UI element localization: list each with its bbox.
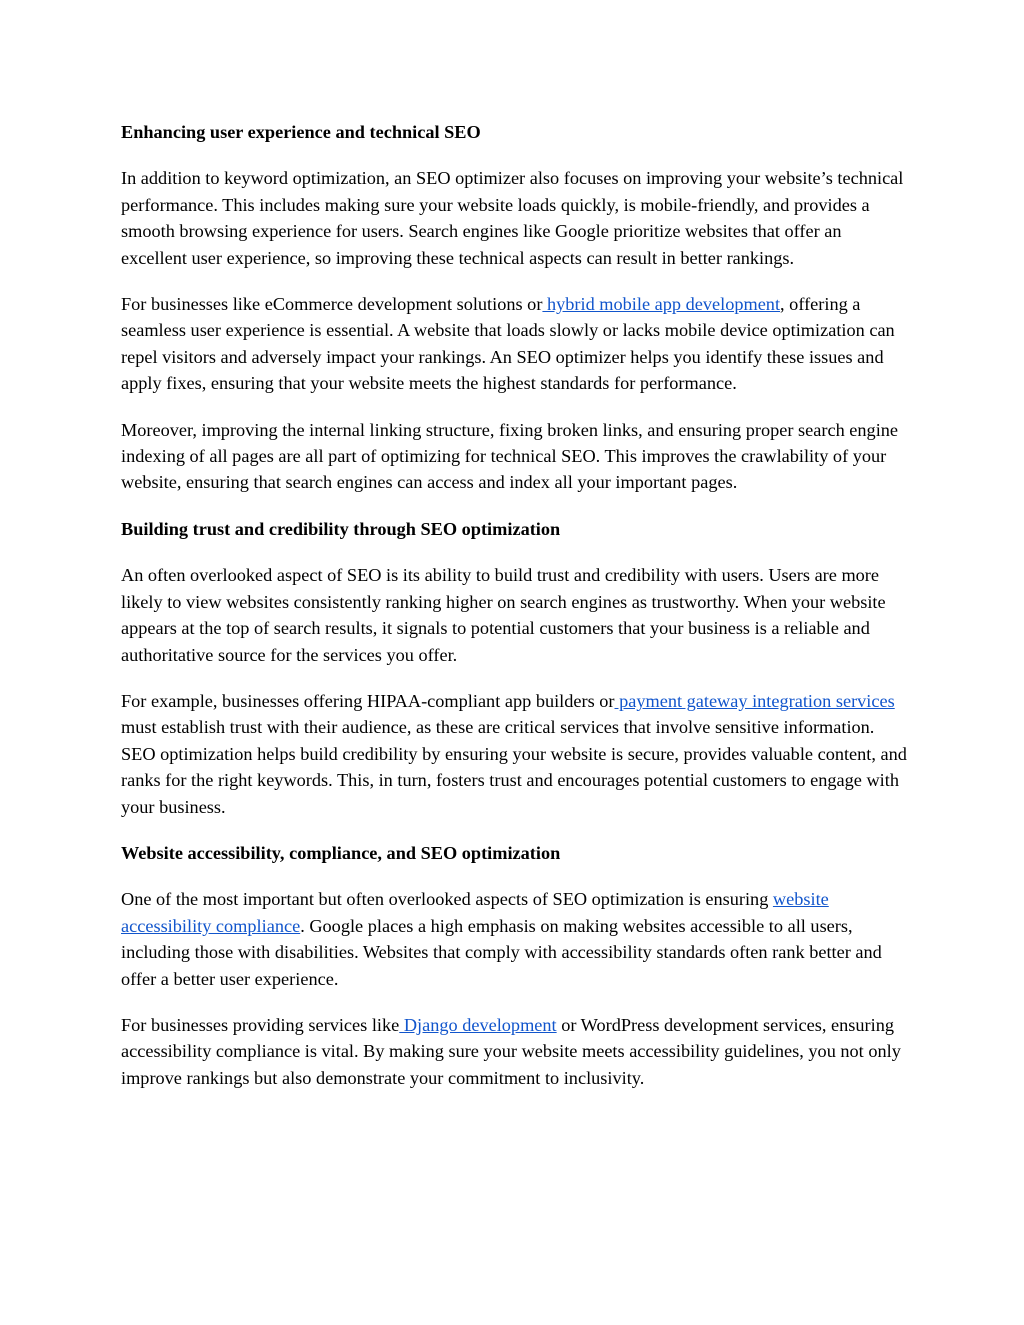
paragraph-text: , offering a seamless user experience is essential. A website that loads slowly or lacks mobile device optimization can repel visitors and adversely impact your rankings. An SEO optimizer helps you identify these issues and apply fixes, ensuring that your website meets the highest standards for performance. [121, 294, 895, 394]
section-heading-accessibility-compliance: Website accessibility, compliance, and SEO optimization [121, 842, 561, 863]
paragraph-accessibility [121, 886, 911, 992]
paragraph-text: One of the most important but often overlooked aspects of SEO optimization is ensuring [121, 889, 773, 910]
link-website-accessibility-compliance[interactable]: website accessibility compliance [121, 889, 829, 936]
paragraph-text: For businesses like eCommerce development solutions or [121, 294, 543, 315]
paragraph-ecommerce-ux [121, 291, 911, 397]
section-heading-ux-technical-seo: Enhancing user experience and technical SEO [121, 122, 481, 142]
paragraph-hipaa-payment [121, 688, 911, 820]
section-heading-trust-credibility: Building trust and credibility through SEO optimization [121, 518, 561, 539]
paragraph-technical-performance: In addition to keyword optimization, an SEO optimizer also focuses on improving your website’s technical performance. This includes making sure your website loads quickly, is mobile-friendly, and provides a smooth browsing experience for users. Search engines like Google prioritize websites that offer an excellent user experience, so improving these technical aspects can result in better rankings. [121, 168, 904, 268]
paragraph-trust: An often overlooked aspect of SEO is its ability to build trust and credibility with users. Users are more likely to view websites consistently ranking higher on search engines as trustworthy. When your website appears at the top of search results, it signals to potential customers that your business is a reliable and authoritative source for the services you offer. [121, 565, 886, 665]
paragraph-text: must establish trust with their audience, as these are critical services that involve sensitive information. SEO optimization helps build credibility by ensuring your website is secure, provides valuable content, and ranks for the right keywords. This, in turn, fosters trust and encourages potential customers to engage with your business. [121, 717, 907, 817]
link-payment-gateway-integration-services[interactable]: payment gateway integration services [614, 690, 895, 711]
paragraph-text: For businesses providing services like [121, 1014, 400, 1035]
link-hybrid-mobile-app-development[interactable]: hybrid mobile app development [542, 294, 781, 315]
paragraph-text: For example, businesses offering HIPAA-compliant app builders or [121, 690, 615, 711]
document-page [121, 119, 911, 1111]
link-django-development[interactable]: Django development [399, 1014, 557, 1035]
paragraph-text: . Google places a high emphasis on making websites accessible to all users, including those with disabilities. Websites that comply with accessibility standards often rank better and offer a better user experience. [121, 915, 882, 989]
paragraph-django-wordpress [121, 1012, 911, 1091]
paragraph-text: or WordPress development services, ensuring accessibility compliance is vital. By making sure your website meets accessibility guidelines, you not only improve rankings but also demonstrate your commitment to inclusivity. [121, 1014, 901, 1088]
paragraph-internal-linking: Moreover, improving the internal linking structure, fixing broken links, and ensuring proper search engine indexing of all pages are all part of optimizing for technical SEO. This improves the crawlability of your website, ensuring that search engines can access and index all your important pages. [121, 419, 899, 493]
